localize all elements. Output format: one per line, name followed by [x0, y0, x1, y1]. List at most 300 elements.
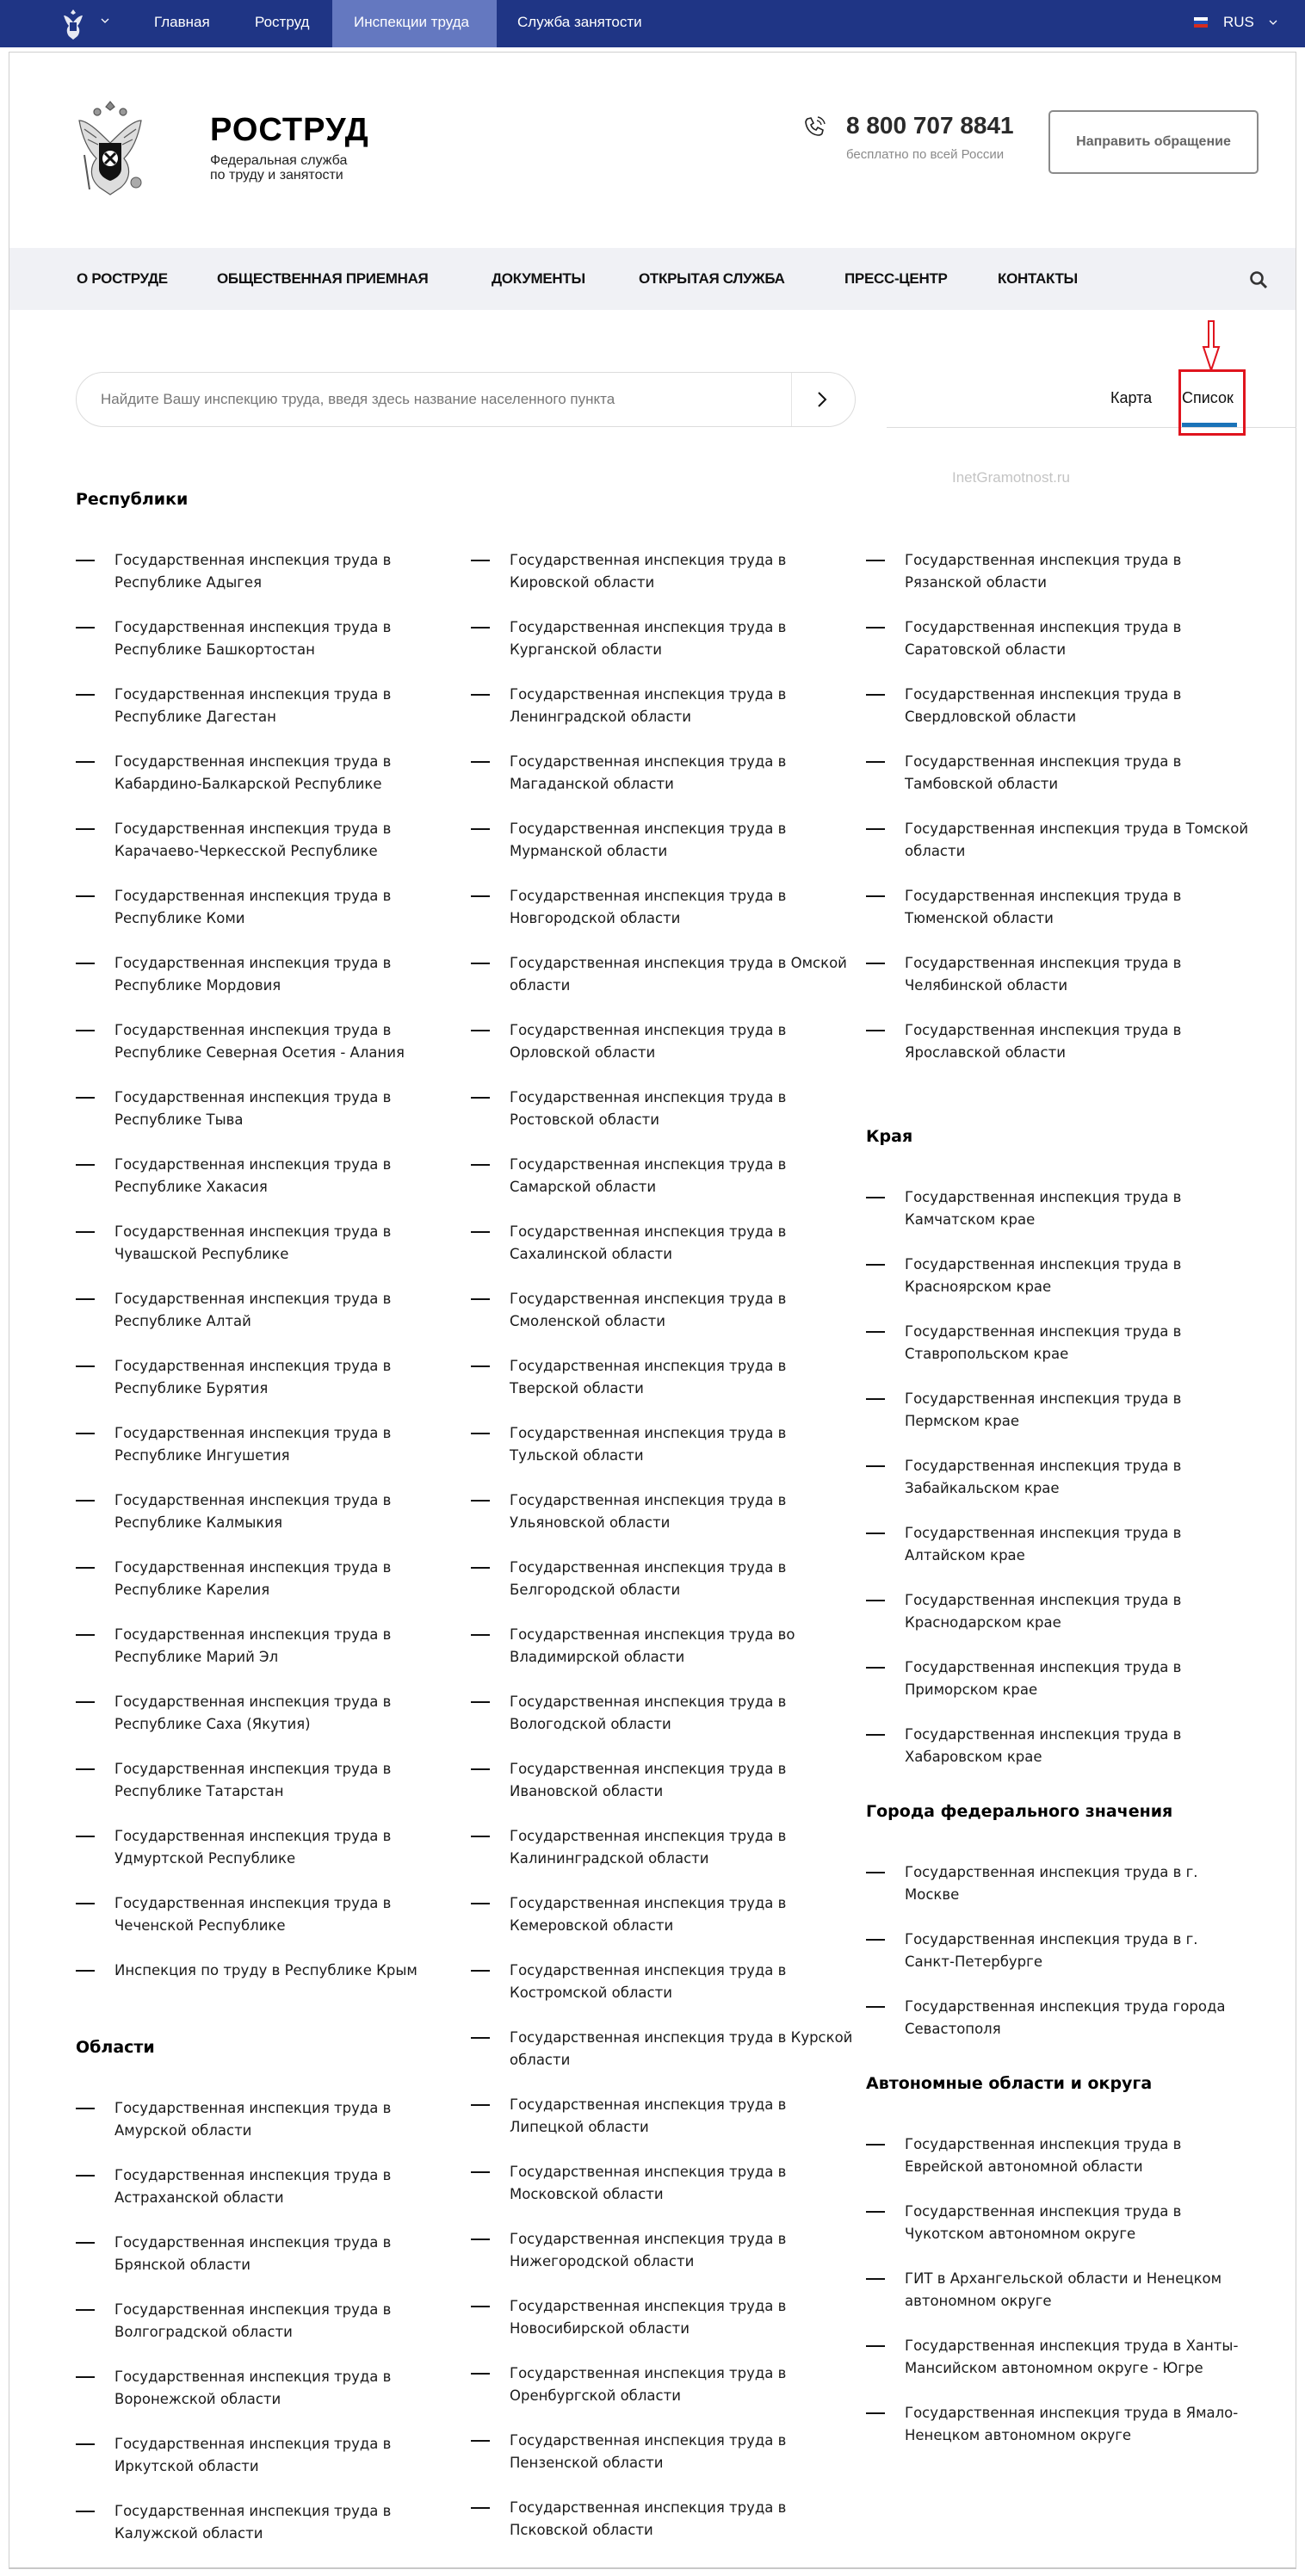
section-heading-autonomous: Автономные области и округа [866, 2074, 1153, 2093]
annotation-arrow-icon [1199, 320, 1223, 372]
dash-bullet-icon [866, 2144, 885, 2146]
inspection-link[interactable]: Государственная инспекция труда в Кемеровской области [510, 1895, 787, 1934]
dash-bullet-icon [76, 627, 95, 629]
dash-bullet-icon [471, 2104, 490, 2106]
dash-bullet-icon [471, 1433, 490, 1434]
watermark: InetGramotnost.ru [952, 469, 1071, 486]
inspection-list-item[interactable] [866, 1019, 1245, 1087]
inspection-list-item[interactable] [76, 751, 455, 818]
inspection-link[interactable]: Государственная инспекция труда в Республике Карелия [114, 1559, 392, 1598]
inspection-link[interactable]: Государственная инспекция труда в Челябинской области [905, 955, 1182, 994]
dash-bullet-icon [76, 2309, 95, 2311]
list-oblasti-left [76, 2097, 455, 2567]
inspection-list-item[interactable] [76, 1489, 455, 1557]
dash-bullet-icon [866, 963, 885, 964]
inspection-list-item[interactable] [866, 1522, 1245, 1589]
inspection-list-item[interactable] [471, 1892, 850, 1960]
inspection-list-item[interactable] [76, 616, 455, 684]
inspection-link[interactable]: Государственная инспекция труда в Амурской области [114, 2100, 392, 2139]
inspection-list-item[interactable] [76, 1960, 455, 2027]
topbar-link-inspections[interactable]: Инспекции труда [332, 0, 497, 47]
inspection-link[interactable]: Государственная инспекция труда в Республике Мордовия [114, 955, 392, 994]
inspection-list-item[interactable] [866, 1455, 1245, 1522]
inspection-list-item[interactable] [471, 818, 850, 885]
inspection-list-item[interactable] [76, 1758, 455, 1825]
inspection-list-item[interactable] [866, 885, 1245, 952]
dash-bullet-icon [471, 1903, 490, 1904]
inspection-link[interactable]: Государственная инспекция труда в Астраханской области [114, 2167, 392, 2206]
dash-bullet-icon [471, 761, 490, 763]
topbar-link-home[interactable]: Главная [154, 14, 210, 30]
inspection-link[interactable]: Государственная инспекция труда в Хабаровском крае [905, 1726, 1182, 1765]
inspection-search-input[interactable] [101, 373, 815, 426]
inspection-list-item[interactable] [471, 1758, 850, 1825]
inspection-link[interactable]: Государственная инспекция труда в Республике Северная Осетия - Алания [114, 1022, 405, 1061]
dash-bullet-icon [866, 2211, 885, 2213]
inspection-link[interactable]: Государственная инспекция труда в Кабардино-Балкарской Республике [114, 753, 392, 792]
dash-bullet-icon [76, 1365, 95, 1367]
inspection-link[interactable]: Государственная инспекция труда в Ростовской области [510, 1089, 787, 1128]
dash-bullet-icon [471, 2037, 490, 2039]
inspection-list-item[interactable] [76, 952, 455, 1019]
dash-bullet-icon [471, 1500, 490, 1502]
inspection-list-item[interactable] [866, 2133, 1245, 2201]
list-republics [76, 549, 455, 2027]
inspection-list-item[interactable] [76, 818, 455, 885]
inspection-list-item[interactable] [471, 2161, 850, 2228]
inspection-link[interactable]: Государственная инспекция труда в Красноярском крае [905, 1256, 1182, 1295]
annotation-highlight-box [1178, 369, 1246, 436]
inspection-link[interactable]: Государственная инспекция труда в Ямало-Ненецком автономном округе [905, 2405, 1239, 2443]
dash-bullet-icon [866, 761, 885, 763]
list-autonomous [866, 2133, 1245, 2469]
dash-bullet-icon [471, 2306, 490, 2307]
inspection-link[interactable]: Государственная инспекция труда в Иркутской области [114, 2436, 392, 2474]
inspection-link[interactable]: Государственная инспекция труда в Ставропольском крае [905, 1323, 1182, 1362]
inspection-list-item[interactable] [76, 1624, 455, 1691]
section-heading-cities: Города федерального значения [866, 1802, 1173, 1821]
inspection-link[interactable]: Государственная инспекция труда в Тверской области [510, 1358, 787, 1396]
inspection-link[interactable]: Государственная инспекция труда в Ивановской области [510, 1761, 787, 1799]
inspection-link[interactable]: Государственная инспекция труда в Воронежской области [114, 2369, 392, 2407]
dash-bullet-icon [76, 1768, 95, 1770]
inspection-link[interactable]: Государственная инспекция труда в Ханты-Мансийском автономном округе - Югре [905, 2338, 1239, 2376]
inspection-link[interactable]: Государственная инспекция труда города Севастополя [905, 1998, 1226, 2037]
site-subtitle [210, 153, 399, 183]
dash-bullet-icon [76, 1298, 95, 1300]
dash-bullet-icon [76, 963, 95, 964]
hotline-note: бесплатно по всей России [846, 147, 1005, 162]
dash-bullet-icon [76, 560, 95, 561]
dash-bullet-icon [471, 1567, 490, 1569]
inspection-list-item[interactable] [866, 1388, 1245, 1455]
inspection-list-item[interactable] [76, 2433, 455, 2500]
dash-bullet-icon [471, 2440, 490, 2442]
inspection-link[interactable]: Государственная инспекция труда в Республике Башкортостан [114, 619, 392, 658]
dash-bullet-icon [471, 828, 490, 830]
list-oblasti-right [866, 549, 1249, 1087]
dash-bullet-icon [471, 694, 490, 696]
inspection-list-item[interactable] [76, 2097, 455, 2164]
dash-bullet-icon [866, 1030, 885, 1031]
inspection-link[interactable]: Государственная инспекция труда в Сахалинской области [510, 1223, 787, 1262]
site-subtitle-line1: Федеральная служба [210, 153, 348, 168]
inspection-link[interactable]: Государственная инспекция труда в Московской области [510, 2164, 787, 2202]
inspection-link[interactable]: Государственная инспекция труда в Забайкальском крае [905, 1458, 1182, 1496]
nav-item-press-center[interactable]: ПРЕСС-ЦЕНТР [844, 270, 948, 287]
dash-bullet-icon [471, 1164, 490, 1166]
inspection-list-item[interactable] [76, 1288, 455, 1355]
inspection-link[interactable]: Государственная инспекция труда в Калужской области [114, 2503, 392, 2542]
inspection-link[interactable]: Государственная инспекция труда в Томской области [905, 820, 1249, 859]
inspection-link[interactable]: Государственная инспекция труда в Новгородской области [510, 888, 787, 926]
inspection-link[interactable]: Государственная инспекция труда в Нижегородской области [510, 2231, 787, 2269]
emblem-icon[interactable] [57, 7, 90, 41]
dash-bullet-icon [471, 1701, 490, 1703]
inspection-list-item[interactable] [76, 1825, 455, 1892]
inspection-list-item[interactable] [471, 2027, 853, 2094]
inspection-list-item[interactable] [866, 751, 1245, 818]
dash-bullet-icon [76, 1164, 95, 1166]
inspection-link[interactable]: Государственная инспекция труда в Магаданской области [510, 753, 787, 792]
dash-bullet-icon [76, 1500, 95, 1502]
inspection-link[interactable]: Государственная инспекция труда в Краснодарском крае [905, 1592, 1182, 1631]
dash-bullet-icon [76, 1433, 95, 1434]
dash-bullet-icon [471, 1836, 490, 1837]
chevron-down-icon[interactable] [100, 15, 110, 26]
inspection-list-item[interactable] [471, 1489, 850, 1557]
inspection-link[interactable]: Государственная инспекция труда в Липецкой области [510, 2096, 787, 2135]
inspection-link[interactable]: Государственная инспекция труда в Псковской области [510, 2499, 787, 2538]
inspection-link[interactable]: Государственная инспекция труда в Приморском крае [905, 1659, 1182, 1698]
inspection-list-item[interactable] [76, 684, 455, 751]
inspection-link[interactable]: Государственная инспекция труда в Тамбовской области [905, 753, 1182, 792]
inspection-list-item[interactable] [866, 818, 1249, 885]
inspection-list-item[interactable] [76, 1691, 455, 1758]
inspection-link[interactable]: Государственная инспекция труда в Костромской области [510, 1962, 787, 2001]
inspection-link[interactable]: Государственная инспекция труда в Ленинградской области [510, 686, 787, 725]
dash-bullet-icon [471, 1768, 490, 1770]
inspection-list-item[interactable] [866, 2402, 1245, 2469]
inspection-list-item[interactable] [471, 1624, 850, 1691]
inspection-list-item[interactable] [866, 684, 1245, 751]
inspection-list-item[interactable] [471, 1960, 850, 2027]
inspection-link[interactable]: Государственная инспекция труда в Волгоградской области [114, 2301, 392, 2340]
dash-bullet-icon [866, 1197, 885, 1198]
column-left [76, 487, 455, 2567]
main-nav [9, 248, 1296, 310]
dash-bullet-icon [76, 761, 95, 763]
nav-item-public-reception[interactable]: ОБЩЕСТВЕННАЯ ПРИЕМНАЯ [217, 270, 429, 287]
inspection-link[interactable]: Государственная инспекция труда в Ульяновской области [510, 1492, 787, 1531]
inspection-link[interactable]: Государственная инспекция труда в Вологодской области [510, 1694, 787, 1732]
site-title[interactable]: РОСТРУД [210, 112, 369, 148]
list-oblasti-middle [471, 549, 853, 2564]
dash-bullet-icon [866, 1667, 885, 1669]
topbar-link-employment[interactable]: Служба занятости [517, 14, 642, 30]
inspection-link[interactable]: Государственная инспекция труда в Алтайском крае [905, 1525, 1182, 1564]
dash-bullet-icon [866, 895, 885, 897]
dash-bullet-icon [866, 1939, 885, 1941]
inspection-list-item[interactable] [471, 2295, 850, 2362]
section-heading-oblasti: Области [76, 2038, 155, 2057]
inspection-list-item[interactable] [471, 2362, 850, 2430]
inspection-list-item[interactable] [76, 2366, 455, 2433]
inspection-list-item[interactable] [866, 1321, 1245, 1388]
nav-item-about[interactable]: О РОСТРУДЕ [77, 270, 168, 287]
inspection-link[interactable]: Государственная инспекция труда в Новосибирской области [510, 2298, 787, 2337]
inspection-list-item[interactable] [471, 1288, 850, 1355]
dash-bullet-icon [76, 895, 95, 897]
dash-bullet-icon [76, 1903, 95, 1904]
inspection-list-item[interactable] [471, 2094, 850, 2161]
dash-bullet-icon [866, 1872, 885, 1873]
inspection-list-item[interactable] [471, 549, 850, 616]
dash-bullet-icon [76, 1836, 95, 1837]
inspection-link[interactable]: Государственная инспекция труда в Республике Марий Эл [114, 1626, 392, 1665]
inspection-list-item[interactable] [866, 616, 1245, 684]
inspection-list-item[interactable] [471, 1221, 850, 1288]
dash-bullet-icon [471, 1030, 490, 1031]
dash-bullet-icon [76, 2511, 95, 2512]
inspection-link[interactable]: Государственная инспекция труда в Кировской области [510, 552, 787, 591]
inspection-link[interactable]: Государственная инспекция труда в Ярославской области [905, 1022, 1182, 1061]
inspection-link[interactable]: Государственная инспекция труда в Пермском крае [905, 1390, 1182, 1429]
inspection-list-item[interactable] [76, 2299, 455, 2366]
dash-bullet-icon [471, 963, 490, 964]
inspection-list-item[interactable] [471, 751, 850, 818]
inspection-list-item[interactable] [471, 1355, 850, 1422]
dash-bullet-icon [76, 1701, 95, 1703]
dash-bullet-icon [471, 1097, 490, 1099]
chevron-down-icon[interactable] [1268, 17, 1278, 28]
inspection-link[interactable]: Государственная инспекция труда в Тюменской области [905, 888, 1182, 926]
inspection-list-item[interactable] [471, 952, 850, 1019]
dash-bullet-icon [76, 1030, 95, 1031]
tab-list[interactable]: Список [1182, 389, 1234, 406]
inspection-list-item[interactable] [76, 549, 455, 616]
inspection-list-item[interactable] [866, 1929, 1245, 1996]
inspection-list-item[interactable] [866, 549, 1245, 616]
inspection-list-item[interactable] [866, 1861, 1245, 1929]
inspection-list-item[interactable] [866, 1186, 1245, 1254]
inspection-link[interactable]: Государственная инспекция труда в Белгородской области [510, 1559, 787, 1598]
dash-bullet-icon [866, 694, 885, 696]
inspection-link[interactable]: Государственная инспекция труда в Республике Дагестан [114, 686, 392, 725]
inspection-link[interactable]: Государственная инспекция труда в Республике Ингушетия [114, 1425, 392, 1464]
inspection-link[interactable]: Государственная инспекция труда в Республике Саха (Якутия) [114, 1694, 392, 1732]
inspection-link[interactable]: Государственная инспекция труда в Пензенской области [510, 2432, 787, 2471]
inspection-link[interactable]: Государственная инспекция труда в Республике Тыва [114, 1089, 392, 1128]
inspection-link[interactable]: Государственная инспекция труда в Камчатском крае [905, 1189, 1182, 1228]
inspection-list-item[interactable] [76, 1154, 455, 1221]
inspection-list-item[interactable] [76, 1087, 455, 1154]
inspection-link[interactable]: Государственная инспекция труда во Владимирской области [510, 1626, 795, 1665]
search-icon[interactable] [1249, 270, 1268, 289]
dash-bullet-icon [76, 1634, 95, 1636]
language-selector[interactable]: RUS [1223, 14, 1254, 30]
inspection-list-item[interactable] [76, 1892, 455, 1960]
list-kraya [866, 1186, 1245, 1791]
inspection-list-item[interactable] [76, 2500, 455, 2567]
dash-bullet-icon [866, 1465, 885, 1467]
inspection-link[interactable]: Государственная инспекция труда в Свердловской области [905, 686, 1182, 725]
dash-bullet-icon [866, 2278, 885, 2280]
inspection-list-item[interactable] [471, 2430, 850, 2497]
dash-bullet-icon [76, 828, 95, 830]
inspection-link[interactable]: Государственная инспекция труда в Курганской области [510, 619, 787, 658]
inspection-list-item[interactable] [471, 616, 850, 684]
inspection-link[interactable]: Государственная инспекция труда в Республике Хакасия [114, 1156, 392, 1195]
section-heading-kraya: Края [866, 1127, 913, 1146]
dash-bullet-icon [471, 895, 490, 897]
inspection-list-item[interactable] [471, 1019, 850, 1087]
inspection-link[interactable]: Государственная инспекция труда в г. Санкт-Петербурге [905, 1931, 1198, 1970]
inspection-link[interactable]: ГИТ в Архангельской области и Ненецком автономном округе [905, 2270, 1222, 2309]
inspection-list-item[interactable] [866, 1656, 1245, 1724]
dash-bullet-icon [471, 2373, 490, 2375]
inspection-list-item[interactable] [866, 2201, 1245, 2268]
inspection-link[interactable]: Государственная инспекция труда в Республике Калмыкия [114, 1492, 392, 1531]
inspection-list-item[interactable] [866, 1724, 1245, 1791]
inspection-link[interactable]: Государственная инспекция труда в Республике Коми [114, 888, 392, 926]
list-cities [866, 1861, 1245, 2063]
dash-bullet-icon [866, 1734, 885, 1736]
dash-bullet-icon [471, 627, 490, 629]
inspection-link[interactable]: Государственная инспекция труда в Курской области [510, 2029, 853, 2068]
inspection-list-item[interactable] [76, 1557, 455, 1624]
inspection-list-item[interactable] [866, 952, 1245, 1019]
dash-bullet-icon [471, 1231, 490, 1233]
inspection-list-item[interactable] [76, 1355, 455, 1422]
dash-bullet-icon [471, 560, 490, 561]
site-subtitle-line2: по труду и занятости [210, 168, 343, 183]
inspection-list-item[interactable] [471, 1154, 850, 1221]
dash-bullet-icon [866, 2006, 885, 2008]
phone-icon [802, 115, 826, 139]
dash-bullet-icon [471, 1365, 490, 1367]
inspection-link[interactable]: Государственная инспекция труда в Самарской области [510, 1156, 787, 1195]
inspection-list-item[interactable] [866, 1996, 1245, 2063]
dash-bullet-icon [76, 1097, 95, 1099]
inspection-link[interactable]: Государственная инспекция труда в Мурманской области [510, 820, 787, 859]
dash-bullet-icon [866, 1600, 885, 1601]
section-heading-republics: Республики [76, 490, 189, 509]
dash-bullet-icon [866, 1331, 885, 1333]
inspection-link[interactable]: Государственная инспекция труда в Брянской области [114, 2234, 392, 2273]
dash-bullet-icon [471, 2239, 490, 2240]
inspection-link[interactable]: Государственная инспекция труда в Карачаево-Черкесской Республике [114, 820, 392, 859]
russian-flag-icon [1194, 17, 1208, 28]
inspection-link[interactable]: Государственная инспекция труда в Оренбургской области [510, 2365, 787, 2404]
dash-bullet-icon [866, 2412, 885, 2414]
inspection-list-item[interactable] [471, 1422, 850, 1489]
inspection-list-item[interactable] [471, 1825, 850, 1892]
inspection-list-item[interactable] [866, 1254, 1245, 1321]
inspection-link[interactable]: Государственная инспекция труда в Смоленской области [510, 1291, 787, 1329]
dash-bullet-icon [866, 627, 885, 629]
inspection-link[interactable]: Государственная инспекция труда в Калининградской области [510, 1828, 787, 1867]
dash-bullet-icon [76, 2242, 95, 2244]
inspection-list-item[interactable] [76, 1221, 455, 1288]
topbar-link-rostrud[interactable]: Роструд [255, 14, 310, 30]
tab-map[interactable]: Карта [1110, 389, 1153, 406]
inspection-link[interactable]: Государственная инспекция труда в Саратовской области [905, 619, 1182, 658]
inspection-list-item[interactable] [471, 2228, 850, 2295]
dash-bullet-icon [866, 828, 885, 830]
inspection-link[interactable]: Государственная инспекция труда в Рязанской области [905, 552, 1182, 591]
inspection-list-item[interactable] [866, 1589, 1245, 1656]
inspection-list-item[interactable] [76, 2232, 455, 2299]
dash-bullet-icon [76, 1970, 95, 1972]
dash-bullet-icon [866, 2345, 885, 2347]
dash-bullet-icon [866, 1533, 885, 1534]
inspection-list-item[interactable] [471, 1691, 850, 1758]
hotline-phone[interactable]: 8 800 707 8841 [846, 112, 1014, 139]
inspection-list-item[interactable] [76, 2164, 455, 2232]
inspection-list-item[interactable] [471, 885, 850, 952]
dash-bullet-icon [76, 1567, 95, 1569]
dash-bullet-icon [76, 2376, 95, 2378]
inspection-link[interactable]: Государственная инспекция труда в Чукотском автономном округе [905, 2203, 1182, 2242]
inspection-list-item[interactable] [76, 1422, 455, 1489]
inspection-link[interactable]: Государственная инспекция труда в г. Москве [905, 1864, 1198, 1903]
dash-bullet-icon [471, 2507, 490, 2509]
inspection-link[interactable]: Государственная инспекция труда в Удмуртской Республике [114, 1828, 392, 1867]
search-submit-button[interactable] [791, 373, 855, 426]
dash-bullet-icon [76, 694, 95, 696]
inspection-link[interactable]: Инспекция по труду в Республике Крым [114, 1962, 417, 1978]
inspection-list-item[interactable] [866, 2335, 1245, 2402]
column-middle [471, 549, 853, 2564]
dash-bullet-icon [76, 2175, 95, 2177]
inspection-list-item[interactable] [471, 1087, 850, 1154]
send-appeal-button[interactable]: Направить обращение [1048, 110, 1259, 174]
inspection-list-item[interactable] [866, 2268, 1245, 2335]
dash-bullet-icon [471, 1634, 490, 1636]
inspection-link[interactable]: Государственная инспекция труда в Чеченской Республике [114, 1895, 392, 1934]
inspection-list-item[interactable] [471, 2497, 850, 2564]
nav-item-documents[interactable]: ДОКУМЕНТЫ [492, 270, 585, 287]
chevron-right-icon [816, 391, 828, 408]
top-bar [0, 0, 1305, 47]
dash-bullet-icon [76, 2108, 95, 2109]
inspection-link[interactable]: Государственная инспекция труда в Республике Татарстан [114, 1761, 392, 1799]
nav-item-open-service[interactable]: ОТКРЫТАЯ СЛУЖБА [639, 270, 785, 287]
inspection-list-item[interactable] [76, 885, 455, 952]
dash-bullet-icon [471, 1970, 490, 1972]
inspection-link[interactable]: Государственная инспекция труда в Чувашской Республике [114, 1223, 392, 1262]
inspection-link[interactable]: Государственная инспекция труда в Орловской области [510, 1022, 787, 1061]
inspection-search [76, 372, 856, 427]
rostrud-emblem-logo[interactable] [76, 86, 145, 207]
dash-bullet-icon [866, 1264, 885, 1266]
dash-bullet-icon [471, 1298, 490, 1300]
dash-bullet-icon [471, 2171, 490, 2173]
inspection-link[interactable]: Государственная инспекция труда в Тульской области [510, 1425, 787, 1464]
nav-item-contacts[interactable]: КОНТАКТЫ [998, 270, 1078, 287]
inspection-list-item[interactable] [471, 684, 850, 751]
inspection-link[interactable]: Государственная инспекция труда в Республике Алтай [114, 1291, 392, 1329]
inspection-link[interactable]: Государственная инспекция труда в Еврейской автономной области [905, 2136, 1182, 2175]
inspection-list-item[interactable] [471, 1557, 850, 1624]
inspection-link[interactable]: Государственная инспекция труда в Республике Адыгея [114, 552, 392, 591]
inspection-link[interactable]: Государственная инспекция труда в Омской области [510, 955, 847, 994]
inspection-list-item[interactable] [76, 1019, 455, 1087]
column-right [866, 549, 1249, 2469]
dash-bullet-icon [76, 1231, 95, 1233]
inspection-link[interactable]: Государственная инспекция труда в Республике Бурятия [114, 1358, 392, 1396]
